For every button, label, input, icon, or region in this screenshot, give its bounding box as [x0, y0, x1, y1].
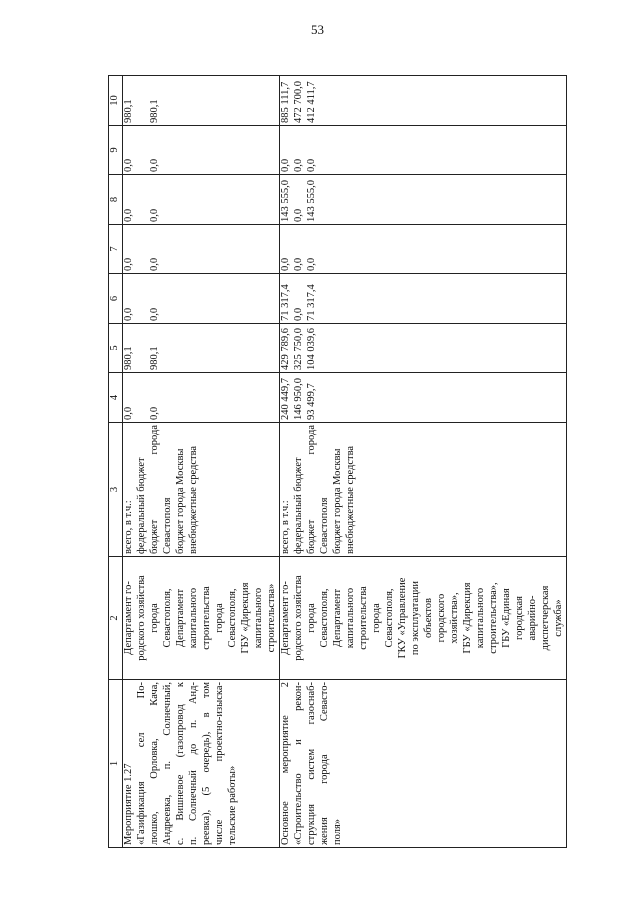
- budget-table: [108, 75, 567, 848]
- executor-line: Севастополя,: [162, 588, 173, 648]
- executor-line: Департамент го-: [280, 581, 291, 655]
- executor-line: Департамент: [332, 588, 343, 648]
- value-cell: [123, 175, 280, 225]
- executor-line: аварийно-: [527, 595, 538, 641]
- value: 0,0: [306, 257, 317, 271]
- value: [136, 375, 149, 420]
- executor-line: ГБУ «Дирекция: [462, 582, 473, 654]
- measure-line: поля»: [332, 818, 343, 845]
- value-cell: [280, 175, 567, 225]
- executor-line: ГКУ «Управление: [397, 577, 408, 659]
- value: 980,1: [123, 346, 134, 370]
- executor-line: городская: [514, 596, 525, 640]
- measure-line: п. Солнечный до п. Анд-: [188, 682, 199, 845]
- col-header: 5: [109, 324, 123, 373]
- executor-line: Департамент го-: [123, 581, 134, 655]
- measure-line: с. Вишневое (газопровод к: [175, 682, 186, 845]
- value: 104 039,6: [306, 328, 317, 370]
- value: 0,0: [306, 158, 317, 172]
- source-line: внебюджетные средства: [188, 445, 199, 554]
- value: 325 750,0: [293, 328, 304, 370]
- value: 0,0: [123, 307, 134, 321]
- executor-cell: [123, 557, 280, 680]
- executor-line: хозяйства»,: [449, 592, 460, 644]
- value: [136, 227, 149, 271]
- measure-line: Мероприятие 1.27: [123, 763, 134, 845]
- executor-line: Департамент: [175, 588, 186, 648]
- value-cell: [280, 274, 567, 324]
- source-line: бюджет города: [149, 425, 160, 554]
- measure-line: Основное мероприятие 2: [280, 682, 291, 845]
- executor-line: городского: [436, 593, 447, 643]
- value: [136, 276, 149, 321]
- value: [136, 326, 149, 370]
- source-line: внебюджетные средства: [345, 445, 356, 554]
- source-line: всего, в т.ч.:: [123, 500, 134, 554]
- measure-cell: [280, 680, 567, 848]
- value-cell: [280, 324, 567, 373]
- col-header: 9: [109, 126, 123, 175]
- col-header: 1: [109, 680, 123, 848]
- executor-line: капитального: [253, 587, 264, 649]
- value-cell: [280, 225, 567, 274]
- header-row: [109, 76, 123, 848]
- value: 0,0: [293, 208, 304, 222]
- executor-line: строительства»: [266, 583, 277, 653]
- value: 0,0: [149, 257, 160, 271]
- value: 71 317,4: [280, 284, 291, 321]
- executor-line: по эксплуатации: [410, 580, 421, 656]
- executor-cell: [280, 557, 567, 680]
- value: 0,0: [149, 307, 160, 321]
- table-row: [123, 76, 280, 848]
- executor-line: родского хозяйства: [136, 575, 147, 661]
- sources-cell: [280, 423, 567, 557]
- source-line: Севастополя: [162, 497, 173, 554]
- value-cell: [123, 225, 280, 274]
- value-cell: [280, 126, 567, 175]
- value-cell: [123, 324, 280, 373]
- measure-line: «Газификация сел По-: [136, 682, 147, 845]
- source-line: Севастополя: [319, 497, 330, 554]
- source-line: всего, в т.ч.:: [280, 500, 291, 554]
- value: 0,0: [149, 208, 160, 222]
- executor-line: города: [306, 603, 317, 633]
- source-line: федеральный бюджет: [136, 457, 147, 554]
- measure-line: Андреевка, п. Солнечный,: [162, 682, 173, 845]
- measure-line: тельские работы»: [227, 765, 238, 845]
- measure-line: струкция систем газоснаб-: [306, 682, 317, 845]
- value: 0,0: [149, 406, 160, 420]
- measure-line: жения города Севасто-: [319, 682, 330, 845]
- measure-line: «Строительство и рекон-: [293, 682, 304, 845]
- executor-line: города: [371, 603, 382, 633]
- value: 143 555,0: [280, 180, 291, 222]
- value-cell: [123, 274, 280, 324]
- value: 429 789,6: [280, 328, 291, 370]
- value: 146 950,0: [293, 378, 304, 420]
- executor-line: объектов: [423, 597, 434, 639]
- executor-line: родского хозяйства: [293, 575, 304, 661]
- measure-line: реевка), (5 очередь), в том: [201, 682, 212, 845]
- value-cell: [123, 126, 280, 175]
- col-header: 3: [109, 423, 123, 557]
- sources-cell: [123, 423, 280, 557]
- rotated-table-container: [108, 76, 564, 848]
- executor-line: диспетчерская: [540, 585, 551, 651]
- value: 885 111,7: [280, 81, 291, 123]
- measure-line: люшко, Орловка, Кача,: [149, 682, 160, 845]
- value: 0,0: [280, 158, 291, 172]
- value-cell: [280, 76, 567, 126]
- value: 240 449,7: [280, 378, 291, 420]
- executor-line: строительства: [358, 586, 369, 650]
- source-line: бюджет города Москвы: [332, 448, 343, 554]
- value-cell: [280, 373, 567, 423]
- value: 472 700,0: [293, 81, 304, 123]
- value: 0,0: [149, 158, 160, 172]
- value: 0,0: [293, 257, 304, 271]
- page-number: 53: [311, 22, 324, 37]
- executor-line: ГБУ «Дирекция: [240, 582, 251, 654]
- source-line: бюджет города: [306, 425, 317, 554]
- value-cell: [123, 373, 280, 423]
- value: [136, 128, 149, 172]
- executor-line: капитального: [475, 587, 486, 649]
- value: 0,0: [123, 208, 134, 222]
- value: 0,0: [123, 257, 134, 271]
- value: 0,0: [293, 307, 304, 321]
- col-header: 4: [109, 373, 123, 423]
- executor-line: капитального: [345, 587, 356, 649]
- value: 71 317,4: [306, 284, 317, 321]
- executor-line: ГБУ «Единая: [501, 588, 512, 648]
- value: 980,1: [149, 99, 160, 123]
- executor-line: города: [214, 603, 225, 633]
- executor-line: Севастополя,: [227, 588, 238, 648]
- measure-line: числе проектно-изыска-: [214, 682, 225, 845]
- value: 0,0: [293, 158, 304, 172]
- value: [136, 177, 149, 222]
- col-header: 2: [109, 557, 123, 680]
- executor-line: служба»: [553, 599, 564, 637]
- executor-line: строительства: [201, 586, 212, 650]
- measure-cell: [123, 680, 280, 848]
- value: 93 499,7: [306, 383, 317, 420]
- col-header: 7: [109, 225, 123, 274]
- col-header: 6: [109, 274, 123, 324]
- col-header: 10: [109, 76, 123, 126]
- value-cell: [123, 76, 280, 126]
- value: 0,0: [123, 158, 134, 172]
- executor-line: Севастополя,: [384, 588, 395, 648]
- col-header: 8: [109, 175, 123, 225]
- value: 412 411,7: [306, 81, 317, 123]
- value: 980,1: [149, 346, 160, 370]
- value: 0,0: [280, 257, 291, 271]
- executor-line: капитального: [188, 587, 199, 649]
- value: [136, 78, 149, 123]
- executor-line: строительства»,: [488, 582, 499, 654]
- source-line: федеральный бюджет: [293, 457, 304, 554]
- executor-line: Севастополя,: [319, 588, 330, 648]
- table-row: [280, 76, 567, 848]
- value: 0,0: [123, 406, 134, 420]
- value: 143 555,0: [306, 180, 317, 222]
- value: 980,1: [123, 99, 134, 123]
- executor-line: города: [149, 603, 160, 633]
- source-line: бюджет города Москвы: [175, 448, 186, 554]
